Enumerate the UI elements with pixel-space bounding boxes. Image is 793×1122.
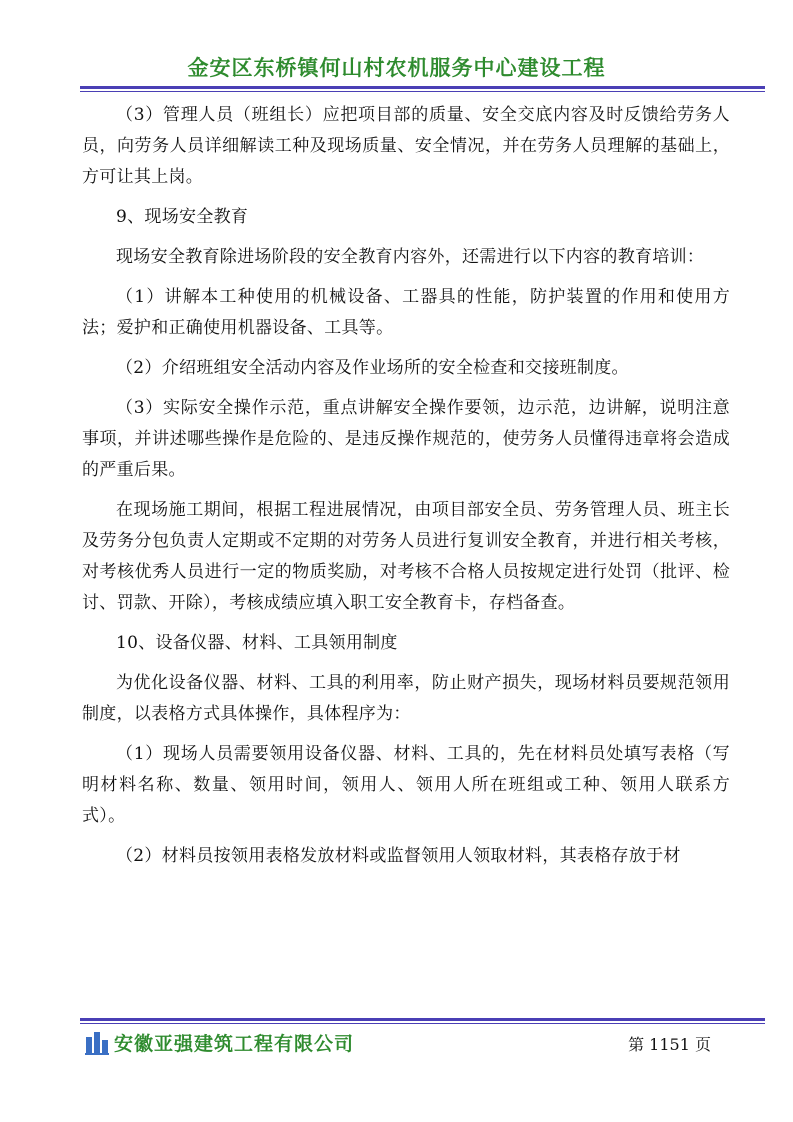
paragraph: （2）介绍班组安全活动内容及作业场所的安全检查和交接班制度。 bbox=[116, 358, 629, 378]
paragraph: （3）实际安全操作示范，重点讲解安全操作要领，边示范，边讲解，说明注意事项，并讲述哪些操作是危险的、是违反操作规范的，使劳务人员懂得违章将会造成的严重后果。 bbox=[82, 398, 730, 480]
header-rule-thick bbox=[80, 86, 765, 89]
header-rule-thin bbox=[80, 91, 765, 92]
section-heading: 10、设备仪器、材料、工具领用制度 bbox=[116, 633, 398, 653]
paragraph: 为优化设备仪器、材料、工具的利用率，防止财产损失，现场材料员要规范领用制度，以表格方式具体操作，具体程序为： bbox=[82, 673, 730, 724]
paragraph: 现场安全教育除进场阶段的安全教育内容外，还需进行以下内容的教育培训： bbox=[116, 247, 705, 267]
document-body bbox=[82, 100, 730, 872]
footer-rule-thin bbox=[80, 1023, 765, 1024]
header-title: 金安区东桥镇何山村农机服务中心建设工程 bbox=[187, 56, 606, 80]
footer-company-name: 安徽亚强建筑工程有限公司 bbox=[114, 1033, 355, 1055]
paragraph: （3）管理人员（班组长）应把项目部的质量、安全交底内容及时反馈给劳务人员，向劳务人员详细解读工种及现场质量、安全情况，并在劳务人员理解的基础上，方可让其上岗。 bbox=[82, 105, 730, 187]
footer-rule-thick bbox=[80, 1018, 765, 1021]
paragraph: （1）讲解本工种使用的机械设备、工器具的性能，防护装置的作用和使用方法；爱护和正确使用机器设备、工具等。 bbox=[82, 287, 730, 338]
paragraph: （1）现场人员需要领用设备仪器、材料、工具的，先在材料员处填写表格（写明材料名称、数量、领用时间，领用人、领用人所在班组或工种、领用人联系方式）。 bbox=[82, 744, 730, 826]
page-number: 第 1151 页 bbox=[628, 1035, 711, 1054]
paragraph: 在现场施工期间，根据工程进展情况，由项目部安全员、劳务管理人员、班主长及劳务分包负责人定期或不定期的对劳务人员进行复训安全教育，并进行相关考核，对考核优秀人员进行一定的物质奖励，对考核不合格人员按规定进行处罚（批评、检讨、罚款、开除），考核成绩应填入职工安全教育卡，存档备查。 bbox=[82, 500, 730, 613]
paragraph: （2）材料员按领用表格发放材料或监督领用人领取材料，其表格存放于材 bbox=[116, 846, 681, 866]
section-heading: 9、现场安全教育 bbox=[116, 207, 249, 227]
building-logo-icon bbox=[84, 1029, 110, 1055]
